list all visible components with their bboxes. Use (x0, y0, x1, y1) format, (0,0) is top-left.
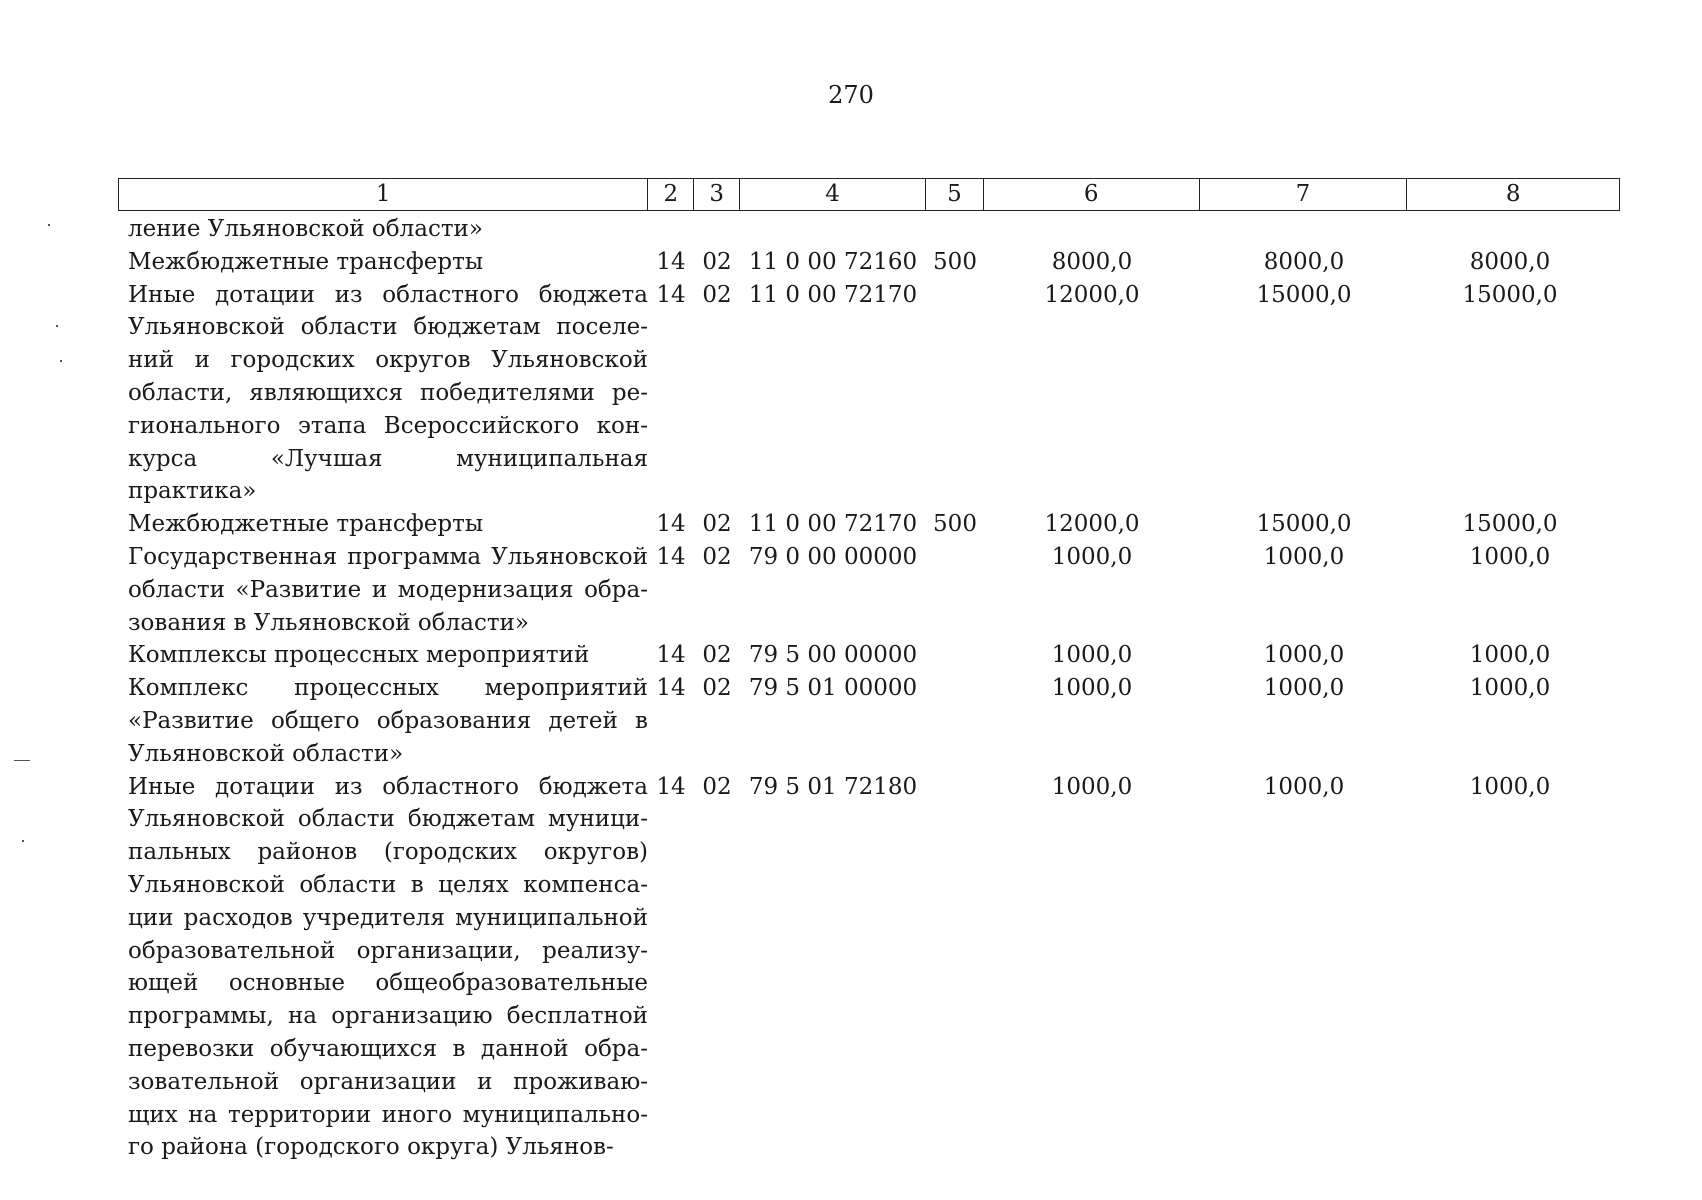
scan-dash (14, 760, 30, 761)
table-row (118, 771, 1620, 1165)
row-expense-type (926, 672, 984, 770)
table-row (118, 279, 1620, 509)
row-name: ление Ульяновской области» (128, 216, 483, 242)
row-expense-type (926, 541, 984, 639)
row-name: Комплексы процессных мероприятий (128, 642, 590, 669)
row-expense-type: 500 (933, 248, 977, 275)
row-value-col6 (984, 213, 1200, 246)
row-value-col8: 15000,0 (1462, 511, 1558, 538)
row-target-article: 11 0 00 72170 (748, 511, 918, 538)
row-section: 14 (656, 281, 686, 308)
row-value-col7: 1000,0 (1263, 675, 1345, 702)
row-value-col7: 15000,0 (1256, 281, 1352, 308)
row-section: 14 (656, 773, 686, 800)
row-name: Иные дотации из областного бюджета Ульяновской области бюджетам муници-пальных районов (городских округов) Ульяновской области в целях компенса-ции расходов учредителя муниципальной образовательной организации, реализу-ющей основные общеобразовательные программы, на организацию бесплатной перевозки обучающихся в данной обра-зовательной организации и проживаю-щих на территории иного муниципально-го района (городского округа) Ульянов- (128, 773, 648, 1161)
row-value-col8 (1408, 213, 1612, 246)
row-value-col7: 1000,0 (1263, 543, 1345, 570)
row-subsection: 02 (702, 543, 732, 570)
row-subsection: 02 (702, 248, 732, 275)
row-subsection: 02 (702, 675, 732, 702)
row-name: Государственная программа Ульяновской области «Развитие и модернизация обра-зования в Ульяновской области» (128, 543, 648, 636)
row-expense-type (926, 279, 984, 509)
row-subsection: 02 (702, 511, 732, 538)
row-expense-type (926, 213, 984, 246)
row-target-article: 79 5 00 00000 (748, 642, 918, 669)
row-value-col6: 1000,0 (1051, 543, 1133, 570)
row-name: Межбюджетные трансферты (128, 511, 484, 538)
row-target-article: 79 5 01 72180 (748, 773, 918, 800)
row-target-article: 11 0 00 72160 (748, 248, 918, 275)
row-expense-type (926, 771, 984, 1165)
header-col-8: 8 (1505, 181, 1521, 207)
row-name: Иные дотации из областного бюджета Ульяновской области бюджетам поселе-ний и городских округов Ульяновской области, являющихся победителями ре-гионального этапа Всероссийского кон-курса «Лучшая муниципальная практика» (128, 281, 648, 505)
row-value-col8: 8000,0 (1469, 248, 1551, 275)
row-section: 14 (656, 543, 686, 570)
scan-speck (48, 224, 50, 226)
row-subsection: 02 (702, 773, 732, 800)
row-value-col7: 8000,0 (1263, 248, 1345, 275)
header-col-4: 4 (740, 179, 926, 210)
table-row (118, 246, 1620, 279)
row-expense-type: 500 (933, 511, 977, 538)
row-subsection: 02 (702, 281, 732, 308)
row-subsection: 02 (702, 642, 732, 669)
row-value-col6: 8000,0 (1051, 248, 1133, 275)
row-value-col7: 1000,0 (1263, 642, 1345, 669)
row-value-col6: 1000,0 (1051, 642, 1133, 669)
header-col-2: 2 (648, 179, 694, 210)
header-col-5: 5 (926, 179, 984, 210)
row-subsection (694, 213, 740, 246)
row-section (648, 213, 694, 246)
row-value-col8: 1000,0 (1469, 642, 1551, 669)
scan-speck (22, 840, 24, 842)
row-value-col8: 1000,0 (1469, 543, 1551, 570)
row-section: 14 (656, 642, 686, 669)
row-value-col6: 12000,0 (1044, 511, 1140, 538)
row-value-col7 (1200, 213, 1408, 246)
row-value-col6: 1000,0 (1051, 675, 1133, 702)
row-value-col6: 1000,0 (1051, 773, 1133, 800)
table-header (118, 178, 1620, 211)
row-value-col8: 15000,0 (1462, 281, 1558, 308)
table-row (118, 541, 1620, 639)
table-row (118, 508, 1620, 541)
row-value-col8: 1000,0 (1469, 773, 1551, 800)
row-expense-type (926, 639, 984, 672)
table-row (118, 639, 1620, 672)
row-value-col7: 15000,0 (1256, 511, 1352, 538)
header-col-7: 7 (1200, 179, 1408, 210)
header-col-3: 3 (694, 179, 740, 210)
table-row (118, 213, 1620, 246)
row-name: Межбюджетные трансферты (128, 248, 484, 275)
header-col-1: 1 (119, 179, 648, 210)
row-target-article: 79 0 00 00000 (748, 543, 918, 570)
row-target-article: 11 0 00 72170 (748, 281, 918, 308)
row-section: 14 (656, 248, 686, 275)
table-row (118, 672, 1620, 770)
table-body (118, 213, 1620, 1164)
row-target-article: 79 5 01 00000 (748, 675, 918, 702)
scan-speck (60, 360, 62, 362)
header-col-6: 6 (984, 179, 1200, 210)
row-value-col6: 12000,0 (1044, 281, 1140, 308)
row-section: 14 (656, 511, 686, 538)
row-value-col7: 1000,0 (1263, 773, 1345, 800)
row-name: Комплекс процессных мероприятий «Развитие общего образования детей в Ульяновской области» (128, 675, 648, 767)
scan-speck (56, 325, 58, 327)
row-target-article (740, 213, 926, 246)
row-value-col8: 1000,0 (1469, 675, 1551, 702)
page-number: 270 (828, 81, 874, 109)
row-section: 14 (656, 675, 686, 702)
